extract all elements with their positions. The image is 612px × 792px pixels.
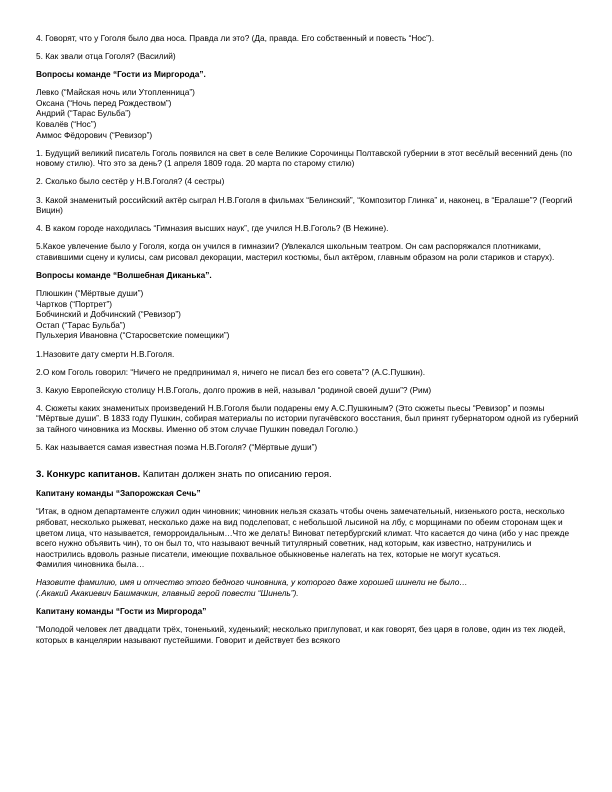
italic-line: Назовите фамилию, имя и отчество этого бедного чиновника, у которого даже хорошей шинели не было… — [36, 577, 468, 588]
list-item: Аммос Фёдорович (“Ревизор”) — [36, 129, 153, 140]
paragraph: 4. В каком городе находилась “Гимназия высших наук”, где учился Н.В.Гоголь? (В Нежине). — [36, 223, 389, 234]
character-list — [36, 87, 582, 140]
paragraph: 2.О ком Гоголь говорил: “Ничего не предпринимал я, ничего не писал без его совета”? (А.С.Пушкин). — [36, 366, 426, 377]
list-item: Оксана (“Ночь перед Рождеством”) — [36, 97, 172, 108]
paragraph: 5.Какое увлечение было у Гоголя, когда он учился в гимназии? (Увлекался школьным театром. Он сам распоряжался плотниками, ставившими сцену и кулисы, сам рисовал декорации, мастерил костюмы, был актёром, главным образом на роли стариков и старух). — [36, 241, 555, 262]
paragraph: 5. Как называется самая известная поэма Н.В.Гоголя? (“Мёртвые души”) — [36, 442, 318, 453]
list-item: Чартков (“Портрет”) — [36, 298, 113, 309]
character-list — [36, 288, 582, 341]
italic-line: (.Акакий Акакиевич Башмачкин, главный герой повести “Шинель”). — [36, 587, 299, 598]
section-heading: Капитану команды “Гости из Миргорода” — [36, 606, 207, 617]
list-item: Левко (“Майская ночь или Утопленница”) — [36, 87, 195, 98]
contest-title-bold: 3. Конкурс капитанов. — [36, 468, 141, 480]
paragraph: 4. Сюжеты каких знаменитых произведений Н.В.Гоголя были подарены ему А.С.Пушкиным? (Это сюжеты пьесы “Ревизор” и поэмы “Мёртвые души”. В 1833 году Пушкин, собирая материалы по истории пугачёвского восстания, был принят губернатором одной из губерний за тайного чиновника из Москвы. Именно об этом случае Пушкин поведал Гоголю.) — [36, 402, 579, 435]
contest-title — [36, 469, 582, 481]
list-item: Плюшкин (“Мёртвые души”) — [36, 288, 144, 299]
list-item: Бобчинский и Добчинский (“Ревизор”) — [36, 309, 181, 320]
paragraph: 5. Как звали отца Гоголя? (Василий) — [36, 51, 176, 62]
quote-paragraph: “Итак, в одном департаменте служил один чиновник; чиновник нельзя сказать чтобы очень замечательный, низенького роста, несколько рябоват, несколько рыжеват, несколько даже на вид подслеповат, с небольшой лысиной на лбу, с морщинами по обеим сторонам щек и цветом лица, что называется, геморроидальным…Что же делать! Виноват петербургский климат. Что касается до чина (ибо у нас прежде всего нужно объявить чин), то он был то, что называют вечный титулярный советник, над которым, как известно, натрунились и наострились вдоволь разные писатели, имеющие похвальное обыкновенье налегать на тех, которые не могут кусаться. — [36, 506, 570, 559]
paragraph: 4. Говорят, что у Гоголя было два носа. Правда ли это? (Да, правда. Его собственный и повесть “Нос”). — [36, 33, 434, 43]
contest-title-rest: Капитан должен знать по описанию героя. — [140, 468, 332, 480]
list-item: Остап (“Тарас Бульба”) — [36, 319, 126, 330]
paragraph: 1.Назовите дату смерти Н.В.Гоголя. — [36, 348, 175, 359]
quote-question: Фамилия чиновника была… — [36, 559, 145, 570]
paragraph: 1. Будущий великий писатель Гоголь появился на свет в селе Великие Сорочинцы Полтавской губернии в этот весёлый весенний день (по новому стилю). Что это за день? (1 апреля 1809 года. 20 марта по старому стилю) — [36, 147, 573, 169]
italic-paragraph — [36, 577, 582, 598]
section-heading: Вопросы команде “Волшебная Диканька”. — [36, 270, 212, 280]
quote-paragraph: “Молодой человек лет двадцати трёх, тоненький, худенький; несколько приглуповат, и как говорят, без царя в голове, один из тех людей, которых в канцелярии называют пустейшими. Говорит и действует без всякого — [36, 624, 566, 645]
list-item: Андрий (“Тарас Бульба”) — [36, 108, 131, 119]
section-heading: Капитану команды “Запорожская Сечь” — [36, 488, 201, 499]
list-item: Пульхерия Ивановна (“Старосветские помещики”) — [36, 330, 230, 341]
list-item: Ковалёв (“Нос”) — [36, 119, 97, 130]
section-heading: Вопросы команде “Гости из Миргорода”. — [36, 69, 206, 80]
paragraph: 3. Какой знаменитый российский актёр сыграл Н.В.Гоголя в фильмах “Белинский”, “Композитор Глинка” и, наконец, в “Ералаше”? (Георгий Вицин) — [36, 194, 573, 216]
paragraph: 2. Сколько было сестёр у Н.В.Гоголя? (4 сестры) — [36, 176, 225, 187]
paragraph: 3. Какую Европейскую столицу Н.В.Гоголь, долго прожив в ней, называл “родиной своей души”? (Рим) — [36, 384, 432, 395]
